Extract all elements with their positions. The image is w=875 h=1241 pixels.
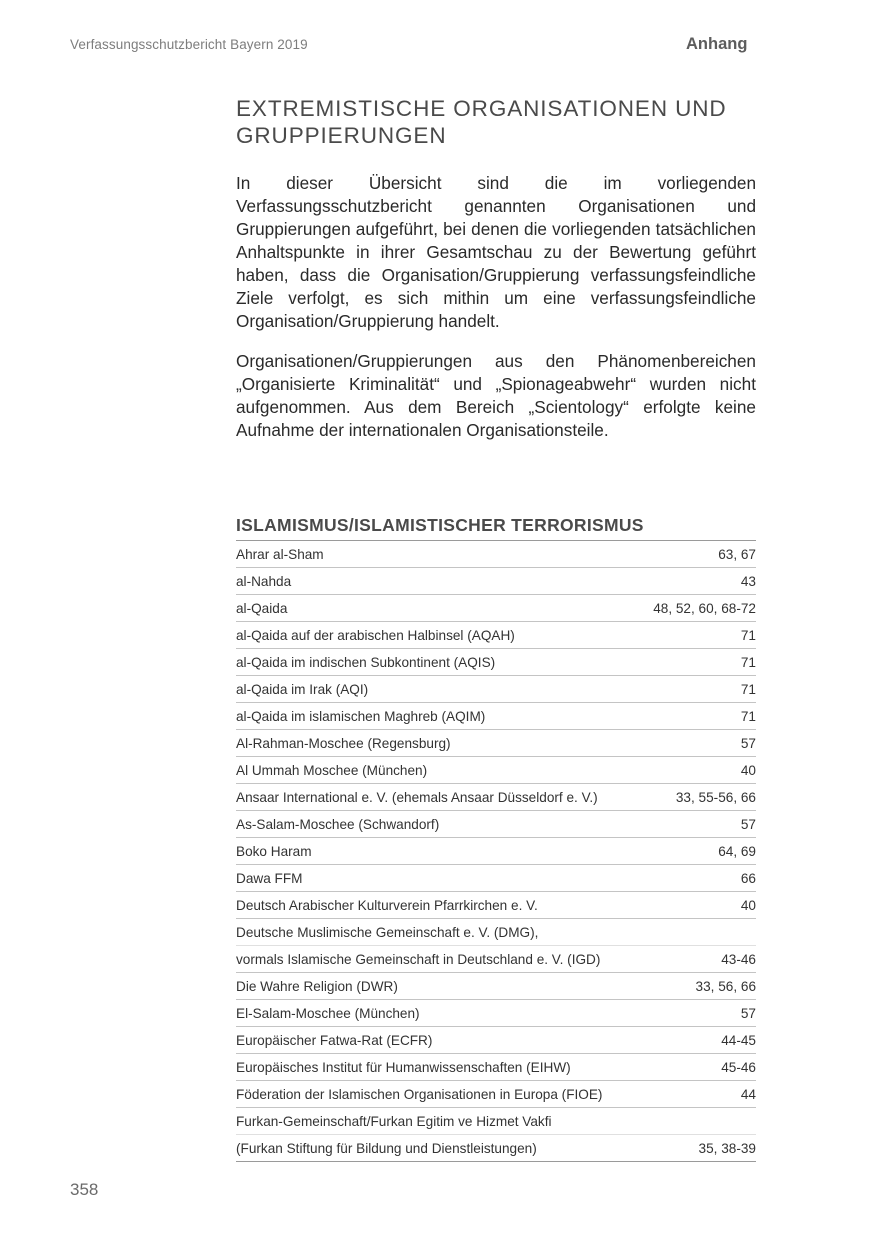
page-references: 44 bbox=[740, 1086, 756, 1102]
page-references: 71 bbox=[740, 681, 756, 697]
index-entry bbox=[236, 1108, 756, 1162]
section-heading: ISLAMISMUS/ISLAMISTISCHER TERRORISMUS bbox=[236, 515, 644, 535]
page-references: 33, 55-56, 66 bbox=[675, 789, 756, 805]
index-line bbox=[236, 622, 756, 648]
page-references: 43-46 bbox=[721, 951, 756, 967]
index-entry bbox=[236, 595, 756, 622]
page-references: 43 bbox=[740, 573, 756, 589]
index-entry bbox=[236, 1000, 756, 1027]
organization-name-continued: vormals Islamische Gemeinschaft in Deutschland e. V. (IGD) bbox=[236, 951, 601, 967]
index-line bbox=[236, 838, 756, 864]
index-entry bbox=[236, 838, 756, 865]
page-references: 64, 69 bbox=[718, 843, 756, 859]
index-line bbox=[236, 757, 756, 783]
organization-name: al-Qaida im indischen Subkontinent (AQIS) bbox=[236, 654, 496, 670]
page-references: 40 bbox=[740, 762, 756, 778]
organization-name: Boko Haram bbox=[236, 843, 312, 859]
index-entry bbox=[236, 676, 756, 703]
organization-name: El-Salam-Moschee (München) bbox=[236, 1005, 420, 1021]
index-entry bbox=[236, 784, 756, 811]
index-line bbox=[236, 865, 756, 891]
page-references: 45-46 bbox=[721, 1059, 756, 1075]
organization-name: Föderation der Islamischen Organisationen in Europa (FIOE) bbox=[236, 1086, 603, 1102]
organization-name: Ansaar International e. V. (ehemals Ansaar Düsseldorf e. V.) bbox=[236, 789, 598, 805]
index-line bbox=[236, 703, 756, 729]
index-entry bbox=[236, 865, 756, 892]
index-line bbox=[236, 1134, 756, 1161]
index-line bbox=[236, 784, 756, 810]
page-references: 71 bbox=[740, 654, 756, 670]
organization-name: al-Qaida im Irak (AQI) bbox=[236, 681, 369, 697]
index-line bbox=[236, 811, 756, 837]
organization-index-list bbox=[236, 540, 756, 1162]
page-references: 35, 38-39 bbox=[698, 1140, 756, 1156]
index-entry bbox=[236, 757, 756, 784]
index-line bbox=[236, 568, 756, 594]
index-line bbox=[236, 1027, 756, 1053]
page-title: EXTREMISTISCHE ORGANISATIONEN UND GRUPPIERUNGEN bbox=[236, 96, 727, 148]
index-line bbox=[236, 1000, 756, 1026]
organization-name: al-Qaida im islamischen Maghreb (AQIM) bbox=[236, 708, 486, 724]
index-entry bbox=[236, 622, 756, 649]
page-references: 40 bbox=[740, 897, 756, 913]
organization-name: As-Salam-Moschee (Schwandorf) bbox=[236, 816, 440, 832]
index-line bbox=[236, 676, 756, 702]
organization-name: Al-Rahman-Moschee (Regensburg) bbox=[236, 735, 451, 751]
index-line bbox=[236, 919, 756, 945]
index-entry bbox=[236, 892, 756, 919]
page-references: 63, 67 bbox=[718, 546, 756, 562]
index-line bbox=[236, 1108, 756, 1134]
index-line bbox=[236, 892, 756, 918]
index-entry bbox=[236, 730, 756, 757]
organization-name: al-Qaida auf der arabischen Halbinsel (AQAH) bbox=[236, 627, 515, 643]
page-references: 57 bbox=[740, 735, 756, 751]
index-entry bbox=[236, 703, 756, 730]
index-entry bbox=[236, 811, 756, 838]
index-line bbox=[236, 973, 756, 999]
index-line bbox=[236, 595, 756, 621]
organization-name: Europäisches Institut für Humanwissenschaften (EIHW) bbox=[236, 1059, 571, 1075]
organization-name-continued: (Furkan Stiftung für Bildung und Dienstleistungen) bbox=[236, 1140, 537, 1156]
organization-name: Dawa FFM bbox=[236, 870, 303, 886]
organization-name: Deutsch Arabischer Kulturverein Pfarrkirchen e. V. bbox=[236, 897, 538, 913]
page-references: 44-45 bbox=[721, 1032, 756, 1048]
organization-name: Die Wahre Religion (DWR) bbox=[236, 978, 398, 994]
page-references: 66 bbox=[740, 870, 756, 886]
index-line bbox=[236, 945, 756, 972]
running-header-section: Anhang bbox=[686, 35, 748, 53]
index-line bbox=[236, 730, 756, 756]
index-line bbox=[236, 541, 756, 567]
running-header-title: Verfassungsschutzbericht Bayern 2019 bbox=[70, 37, 308, 52]
index-entry bbox=[236, 568, 756, 595]
page-references: 71 bbox=[740, 708, 756, 724]
index-entry bbox=[236, 541, 756, 568]
index-entry bbox=[236, 973, 756, 1000]
page-references: 33, 56, 66 bbox=[695, 978, 756, 994]
organization-name: Al Ummah Moschee (München) bbox=[236, 762, 428, 778]
index-line bbox=[236, 1054, 756, 1080]
organization-name: al-Nahda bbox=[236, 573, 292, 589]
index-entry bbox=[236, 1054, 756, 1081]
organization-name: Europäischer Fatwa-Rat (ECFR) bbox=[236, 1032, 433, 1048]
index-line bbox=[236, 1081, 756, 1107]
index-entry bbox=[236, 649, 756, 676]
page-number: 358 bbox=[70, 1180, 99, 1199]
index-entry bbox=[236, 919, 756, 973]
page-references: 57 bbox=[740, 816, 756, 832]
organization-name: al-Qaida bbox=[236, 600, 288, 616]
index-entry bbox=[236, 1027, 756, 1054]
page-references: 71 bbox=[740, 627, 756, 643]
page-references: 48, 52, 60, 68-72 bbox=[653, 600, 756, 616]
intro-paragraph-2: Organisationen/Gruppierungen aus den Phänomenbereichen „Organisierte Kriminalität“ und „Spionageabwehr“ wurden nicht aufgenommen. Aus dem Bereich „Scientology“ erfolgte keine Aufnahme der internationalen Organisationsteile. bbox=[236, 351, 756, 440]
intro-paragraph-1: In dieser Übersicht sind die im vorliegenden Verfassungsschutzbericht genannten Organisationen und Gruppierungen aufgeführt, bei denen die vorliegenden tatsächlichen Anhaltspunkte in ihrer Gesamtschau zu der Bewertung geführt haben, dass die Organisation/Gruppierung verfassungsfeindliche Ziele verfolgt, es sich mithin um eine verfassungsfeindliche Organisation/Gruppierung handelt. bbox=[236, 173, 756, 331]
organization-name: Furkan-Gemeinschaft/Furkan Egitim ve Hizmet Vakfi bbox=[236, 1113, 552, 1129]
organization-name: Ahrar al-Sham bbox=[236, 546, 324, 562]
index-line bbox=[236, 649, 756, 675]
page-references: 57 bbox=[740, 1005, 756, 1021]
index-entry bbox=[236, 1081, 756, 1108]
organization-name: Deutsche Muslimische Gemeinschaft e. V. (DMG), bbox=[236, 924, 539, 940]
